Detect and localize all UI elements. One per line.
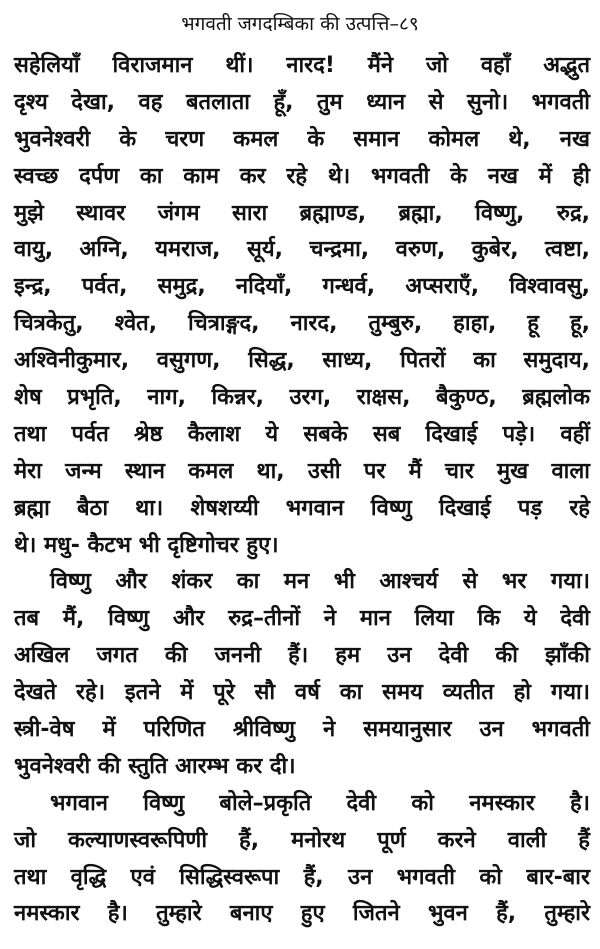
text-line: स्वच्छ दर्पण का काम कर रहे थे। भगवती के नख में ही [14, 163, 590, 189]
text-line: भुवनेश्वरी की स्तुति आरम्भ कर दी। [14, 753, 296, 779]
text-line: वायु, अग्नि, यमराज, सूर्य, चन्द्रमा, वरुण, कुबेर, त्वष्टा, [14, 237, 590, 263]
text-line: चित्रकेतु, श्वेत, चित्राङ्गद, नारद, तुम्बुरु, हाहा, हू हू, [14, 311, 590, 337]
paragraph-first-line: भगवान विष्णु बोले–प्रकृति देवी को नमस्कार है। [50, 790, 590, 816]
text-line: नमस्कार है। तुम्हारे बनाए हुए जितने भुवन हैं, तुम्हारे [14, 901, 590, 927]
paragraph-first-line: विष्णु और शंकर का मन भी आश्चर्य से भर गया। [50, 569, 590, 595]
text-line: देखते रहे। इतने में पूरे सौ वर्ष का समय व्यतीत हो गया। [14, 680, 590, 706]
text-line: तथा वृद्धि एवं सिद्धिस्वरूपा हैं, उन भगवती को बार-बार [14, 864, 590, 890]
text-line: इन्द्र, पर्वत, समुद्र, नदियाँ, गन्धर्व, अप्सराएँ, विश्वावसु, [14, 274, 590, 300]
text-line: जो कल्याणस्वरूपिणी हैं, मनोरथ पूर्ण करने वाली हैं [14, 827, 590, 853]
text-line: तब मैं, विष्णु और रुद्र–तीनों ने मान लिया कि ये देवी [14, 606, 590, 632]
text-line: तथा पर्वत श्रेष्ठ कैलाश ये सबके सब दिखाई पड़े। वहीं [14, 421, 590, 447]
text-line: अश्विनीकुमार, वसुगण, सिद्ध, साध्य, पितरों का समुदाय, [14, 348, 590, 374]
text-line: मुझे स्थावर जंगम सारा ब्रह्माण्ड, ब्रह्मा, विष्णु, रुद्र, [14, 200, 590, 226]
text-line: शेष प्रभृति, नाग, किन्नर, उरग, राक्षस, बैकुण्ठ, ब्रह्मलोक [14, 385, 590, 411]
text-line: दृश्य देखा, वह बतलाता हूँ, तुम ध्यान से सुनो। भगवती [14, 89, 590, 115]
running-head: भगवती जगदम्बिका की उत्पत्ति–८९ [181, 13, 419, 35]
body-text [14, 48, 590, 933]
text-line: सहेलियाँ विराजमान थीं। नारद! मैंने जो वहाँ अद्भुत [14, 53, 590, 78]
text-line: ब्रह्मा बैठा था। शेषशय्यी भगवान विष्णु दिखाई पड़ रहे [14, 495, 590, 521]
text-line: भुवनेश्वरी के चरण कमल के समान कोमल थे, नख [14, 126, 590, 152]
text-line: थे। मधु- कैटभ भी दृष्टिगोचर हुए। [14, 532, 279, 558]
text-line: मेरा जन्म स्थान कमल था, उसी पर मैं चार मुख वाला [14, 458, 590, 484]
text-line: अखिल जगत की जननी हैं। हम उन देवी की झाँकी [14, 643, 590, 669]
text-line: स्त्री-वेष में परिणित श्रीविष्णु ने समयानुसार उन भगवती [14, 717, 590, 743]
